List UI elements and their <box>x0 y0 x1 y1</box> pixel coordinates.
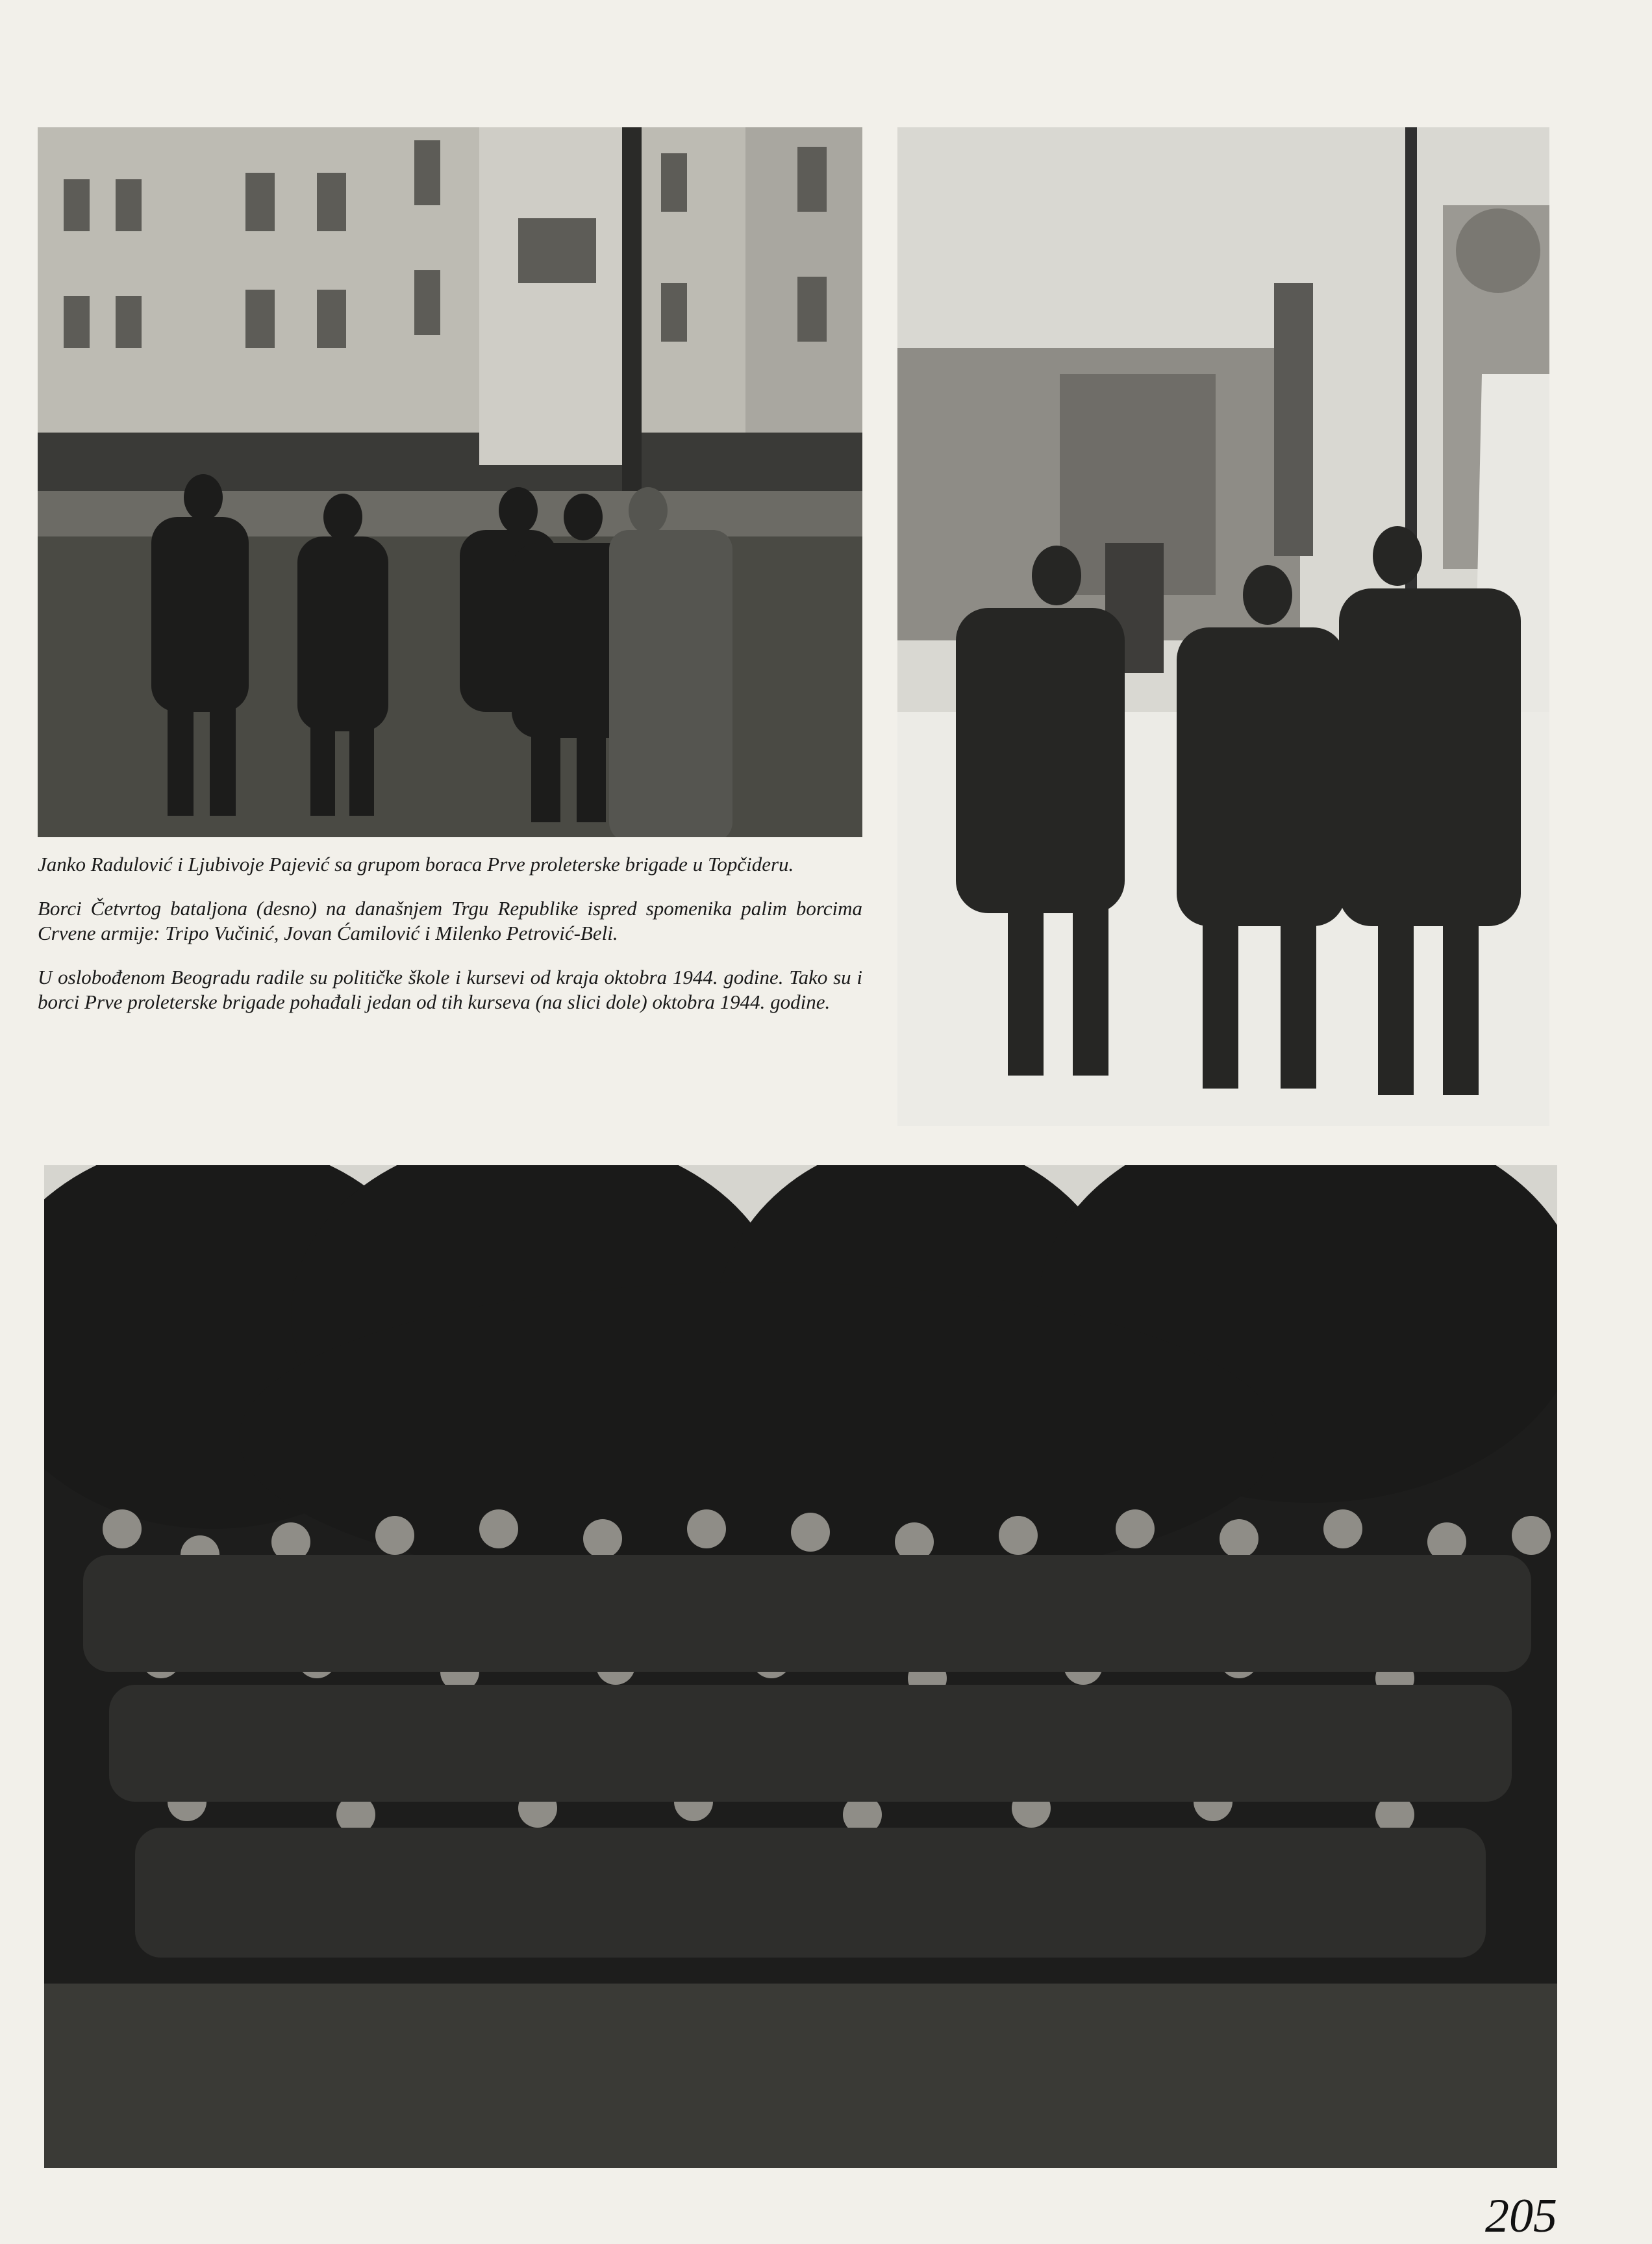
page-number: 205 <box>1485 2189 1557 2243</box>
photo-course-group-october-1944 <box>44 1165 1557 2168</box>
caption-bottom: U oslobođenom Beogradu radile su političke škole i kursevi od kraja oktobra 1944. godine. Tako su i borci Prve proleterske brigade pohađali jedan od tih kurseva (na slici dole) oktobra 1944. godine. <box>38 966 862 1013</box>
caption-topright: Borci Četvrtog bataljona (desno) na današnjem Trgu Republike ispred spomenika palim borcima Crvene armije: Tripo Vučinić, Jovan Ćamilović i Milenko Petrović-Beli. <box>38 897 862 944</box>
caption-topleft: Janko Radulović i Ljubivoje Pajević sa grupom boraca Prve proleterske brigade u Topčideru. <box>38 853 794 876</box>
photo-fighters-topcider <box>38 127 862 837</box>
photo-fighters-trg-republike <box>897 127 1549 1126</box>
captions-block <box>38 852 862 1034</box>
